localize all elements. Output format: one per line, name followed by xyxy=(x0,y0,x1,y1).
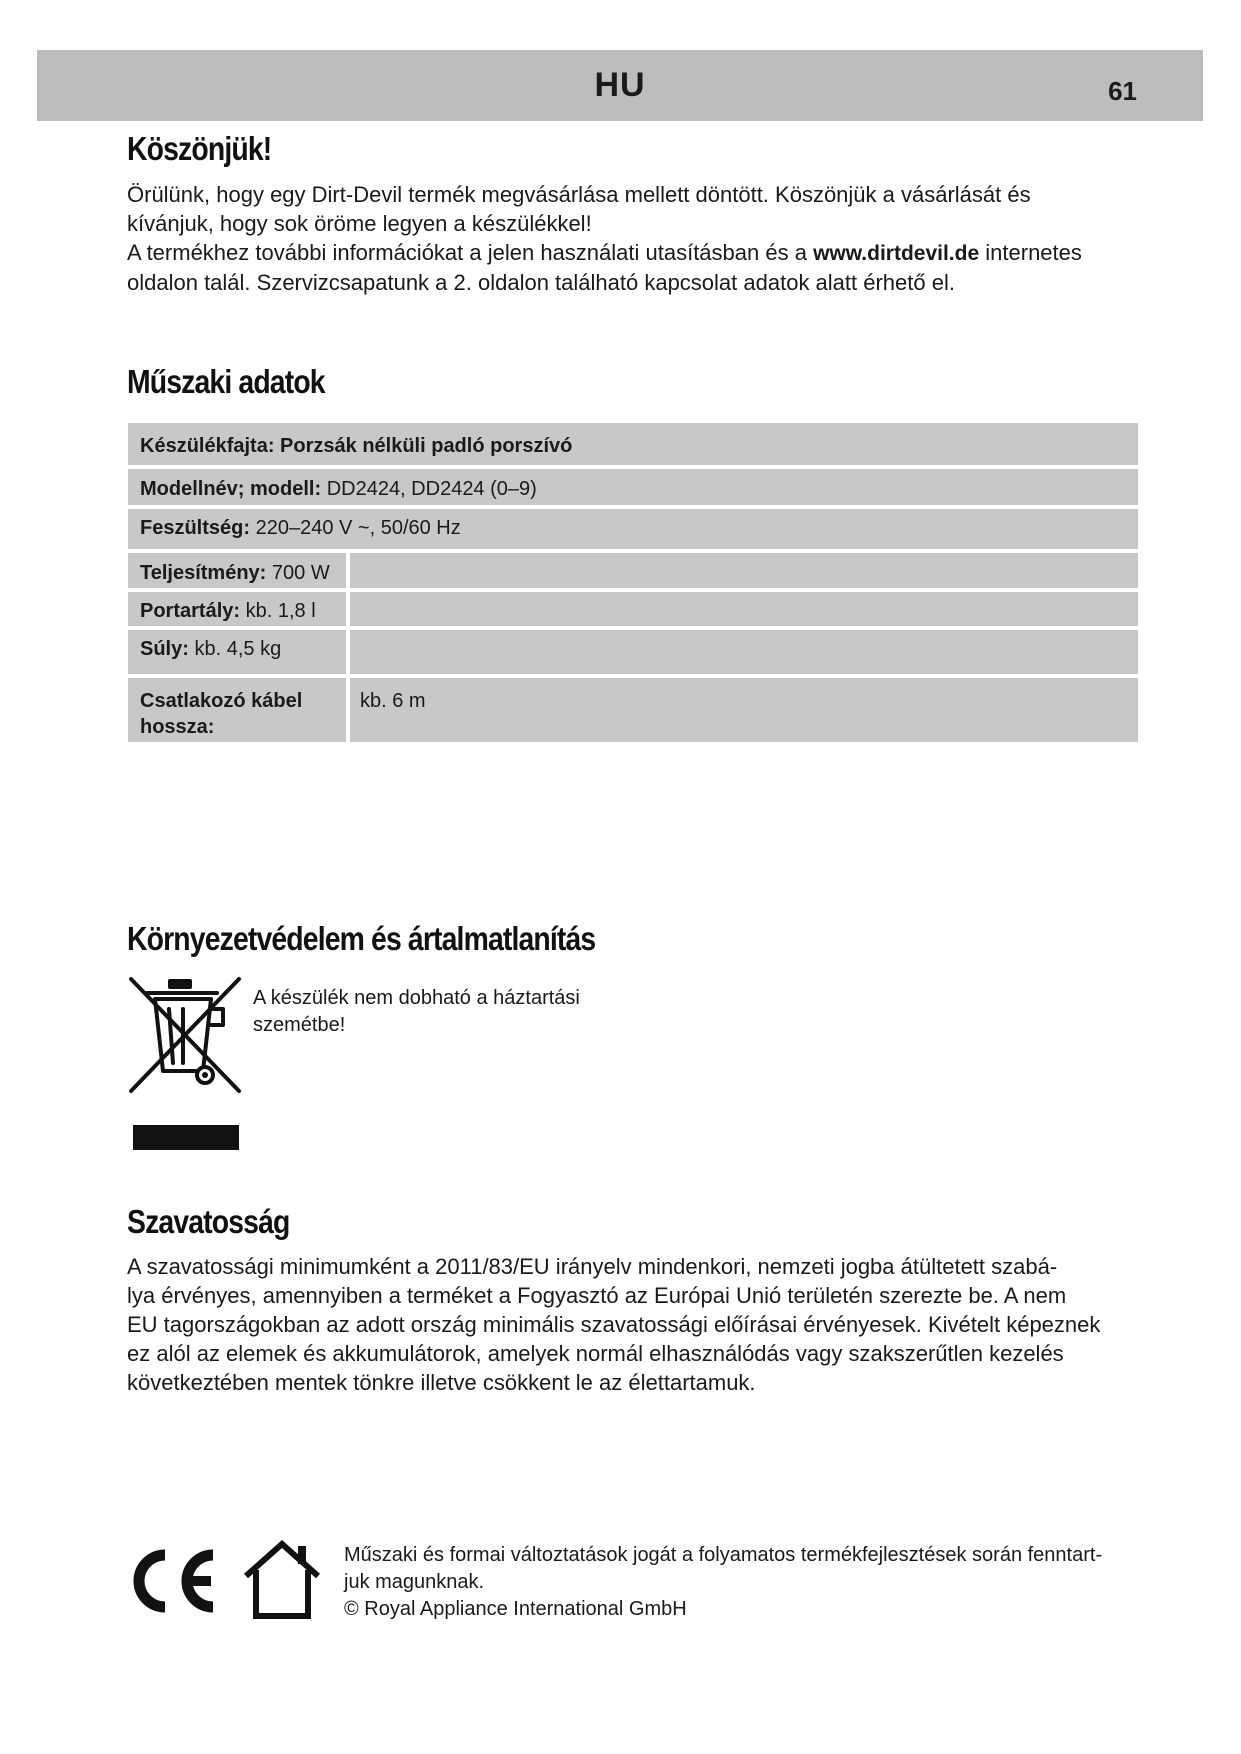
spec-label xyxy=(140,688,302,740)
column-divider xyxy=(346,678,350,742)
footer-line: Műszaki és formai változtatások jogát a folyamatos termékfejlesztések során fenntart- xyxy=(344,1544,1103,1566)
thanks-title: Köszönjük! xyxy=(127,130,272,167)
thanks-line-text: internetes xyxy=(979,240,1082,265)
spec-value: 700 W xyxy=(271,562,330,584)
thanks-line xyxy=(127,238,1137,268)
spec-value: 220–240 V ~, 50/60 Hz xyxy=(255,517,461,539)
spec-label-line: hossza: xyxy=(140,716,215,738)
spec-row-weight xyxy=(128,630,1138,678)
warranty-line: következtében mentek tönkre illetve csökkent le az élettartamuk. xyxy=(127,1370,756,1395)
spec-row-device-type xyxy=(128,423,1138,469)
spec-row-model xyxy=(128,469,1138,509)
spec-cell xyxy=(140,598,316,624)
spec-value: kb. 1,8 l xyxy=(245,600,316,622)
spec-row-dust-container xyxy=(128,592,1138,630)
warranty-line: A szavatossági minimumként a 2011/83/EU irányelv mindenkori, nemzeti jogba átültetett szabá- xyxy=(127,1254,1058,1279)
disposal-line: szemétbe! xyxy=(253,1014,346,1036)
spec-label-line: Csatlakozó kábel xyxy=(140,690,303,712)
spec-label: Portartály: xyxy=(140,600,241,622)
column-divider xyxy=(346,553,350,588)
footer-note xyxy=(344,1542,1144,1623)
disposal-note xyxy=(253,985,580,1039)
warranty-line: EU tagországokban az adott ország minimális szavatossági előírásai érvényesek. Kivételt képeznek xyxy=(127,1312,1101,1337)
spec-label: Teljesítmény: xyxy=(140,562,267,584)
ce-mark-icon xyxy=(125,1545,220,1617)
footer-line: juk magunknak. xyxy=(344,1571,485,1593)
page-number: 61 xyxy=(1108,76,1137,106)
language-code: HU xyxy=(594,66,646,104)
spec-label: Súly: xyxy=(140,638,189,660)
spec-value: kb. 6 m xyxy=(360,690,426,712)
warranty-title: Szavatosság xyxy=(127,1203,290,1240)
spec-cell xyxy=(140,515,461,541)
spec-row-cable-length xyxy=(128,678,1138,742)
environment-title: Környezetvédelem és ártalmatlanítás xyxy=(127,920,596,957)
spec-value: DD2424, DD2424 (0–9) xyxy=(326,478,537,500)
page-header xyxy=(37,50,1203,121)
spec-label: Feszültség: xyxy=(140,517,251,539)
spec-cell xyxy=(140,476,537,502)
warranty-line: lya érvényes, amennyiben a terméket a Fogyasztó az Európai Unió területén szerezte be. A nem xyxy=(127,1283,1067,1308)
spec-value: kb. 4,5 kg xyxy=(194,638,282,660)
spec-cell xyxy=(140,560,330,586)
weee-bin-icon xyxy=(125,973,245,1095)
disposal-line: A készülék nem dobható a háztartási xyxy=(253,987,580,1009)
spec-label: Készülékfajta: Porzsák nélküli padló porszívó xyxy=(140,435,573,457)
copyright: © Royal Appliance International GmbH xyxy=(344,1598,687,1620)
warranty-paragraph xyxy=(127,1252,1137,1397)
thanks-line: oldalon talál. Szervizcsapatunk a 2. oldalon található kapcsolat adatok alatt érhető el. xyxy=(127,270,955,295)
house-icon xyxy=(240,1538,324,1620)
warranty-line: ez alól az elemek és akkumulátorok, amelyek normál elhasználódás vagy szakszerűtlen kezelés xyxy=(127,1341,1064,1366)
specs-title: Műszaki adatok xyxy=(127,363,325,400)
weee-black-bar xyxy=(133,1125,239,1150)
website-link[interactable]: www.dirtdevil.de xyxy=(813,242,980,265)
thanks-paragraph xyxy=(127,180,1137,297)
thanks-line: Örülünk, hogy egy Dirt-Devil termék megvásárlása mellett döntött. Köszönjük a vásárlását és xyxy=(127,182,1031,207)
thanks-line: kívánjuk, hogy sok öröme legyen a készülékkel! xyxy=(127,211,592,236)
thanks-line-text: A termékhez további információkat a jelen használati utasításban és a xyxy=(127,240,814,265)
column-divider xyxy=(346,592,350,626)
spec-cell xyxy=(140,636,281,662)
spec-row-power xyxy=(128,553,1138,592)
column-divider xyxy=(346,630,350,674)
spec-row-voltage xyxy=(128,509,1138,553)
spec-label: Modellnév; modell: xyxy=(140,478,322,500)
